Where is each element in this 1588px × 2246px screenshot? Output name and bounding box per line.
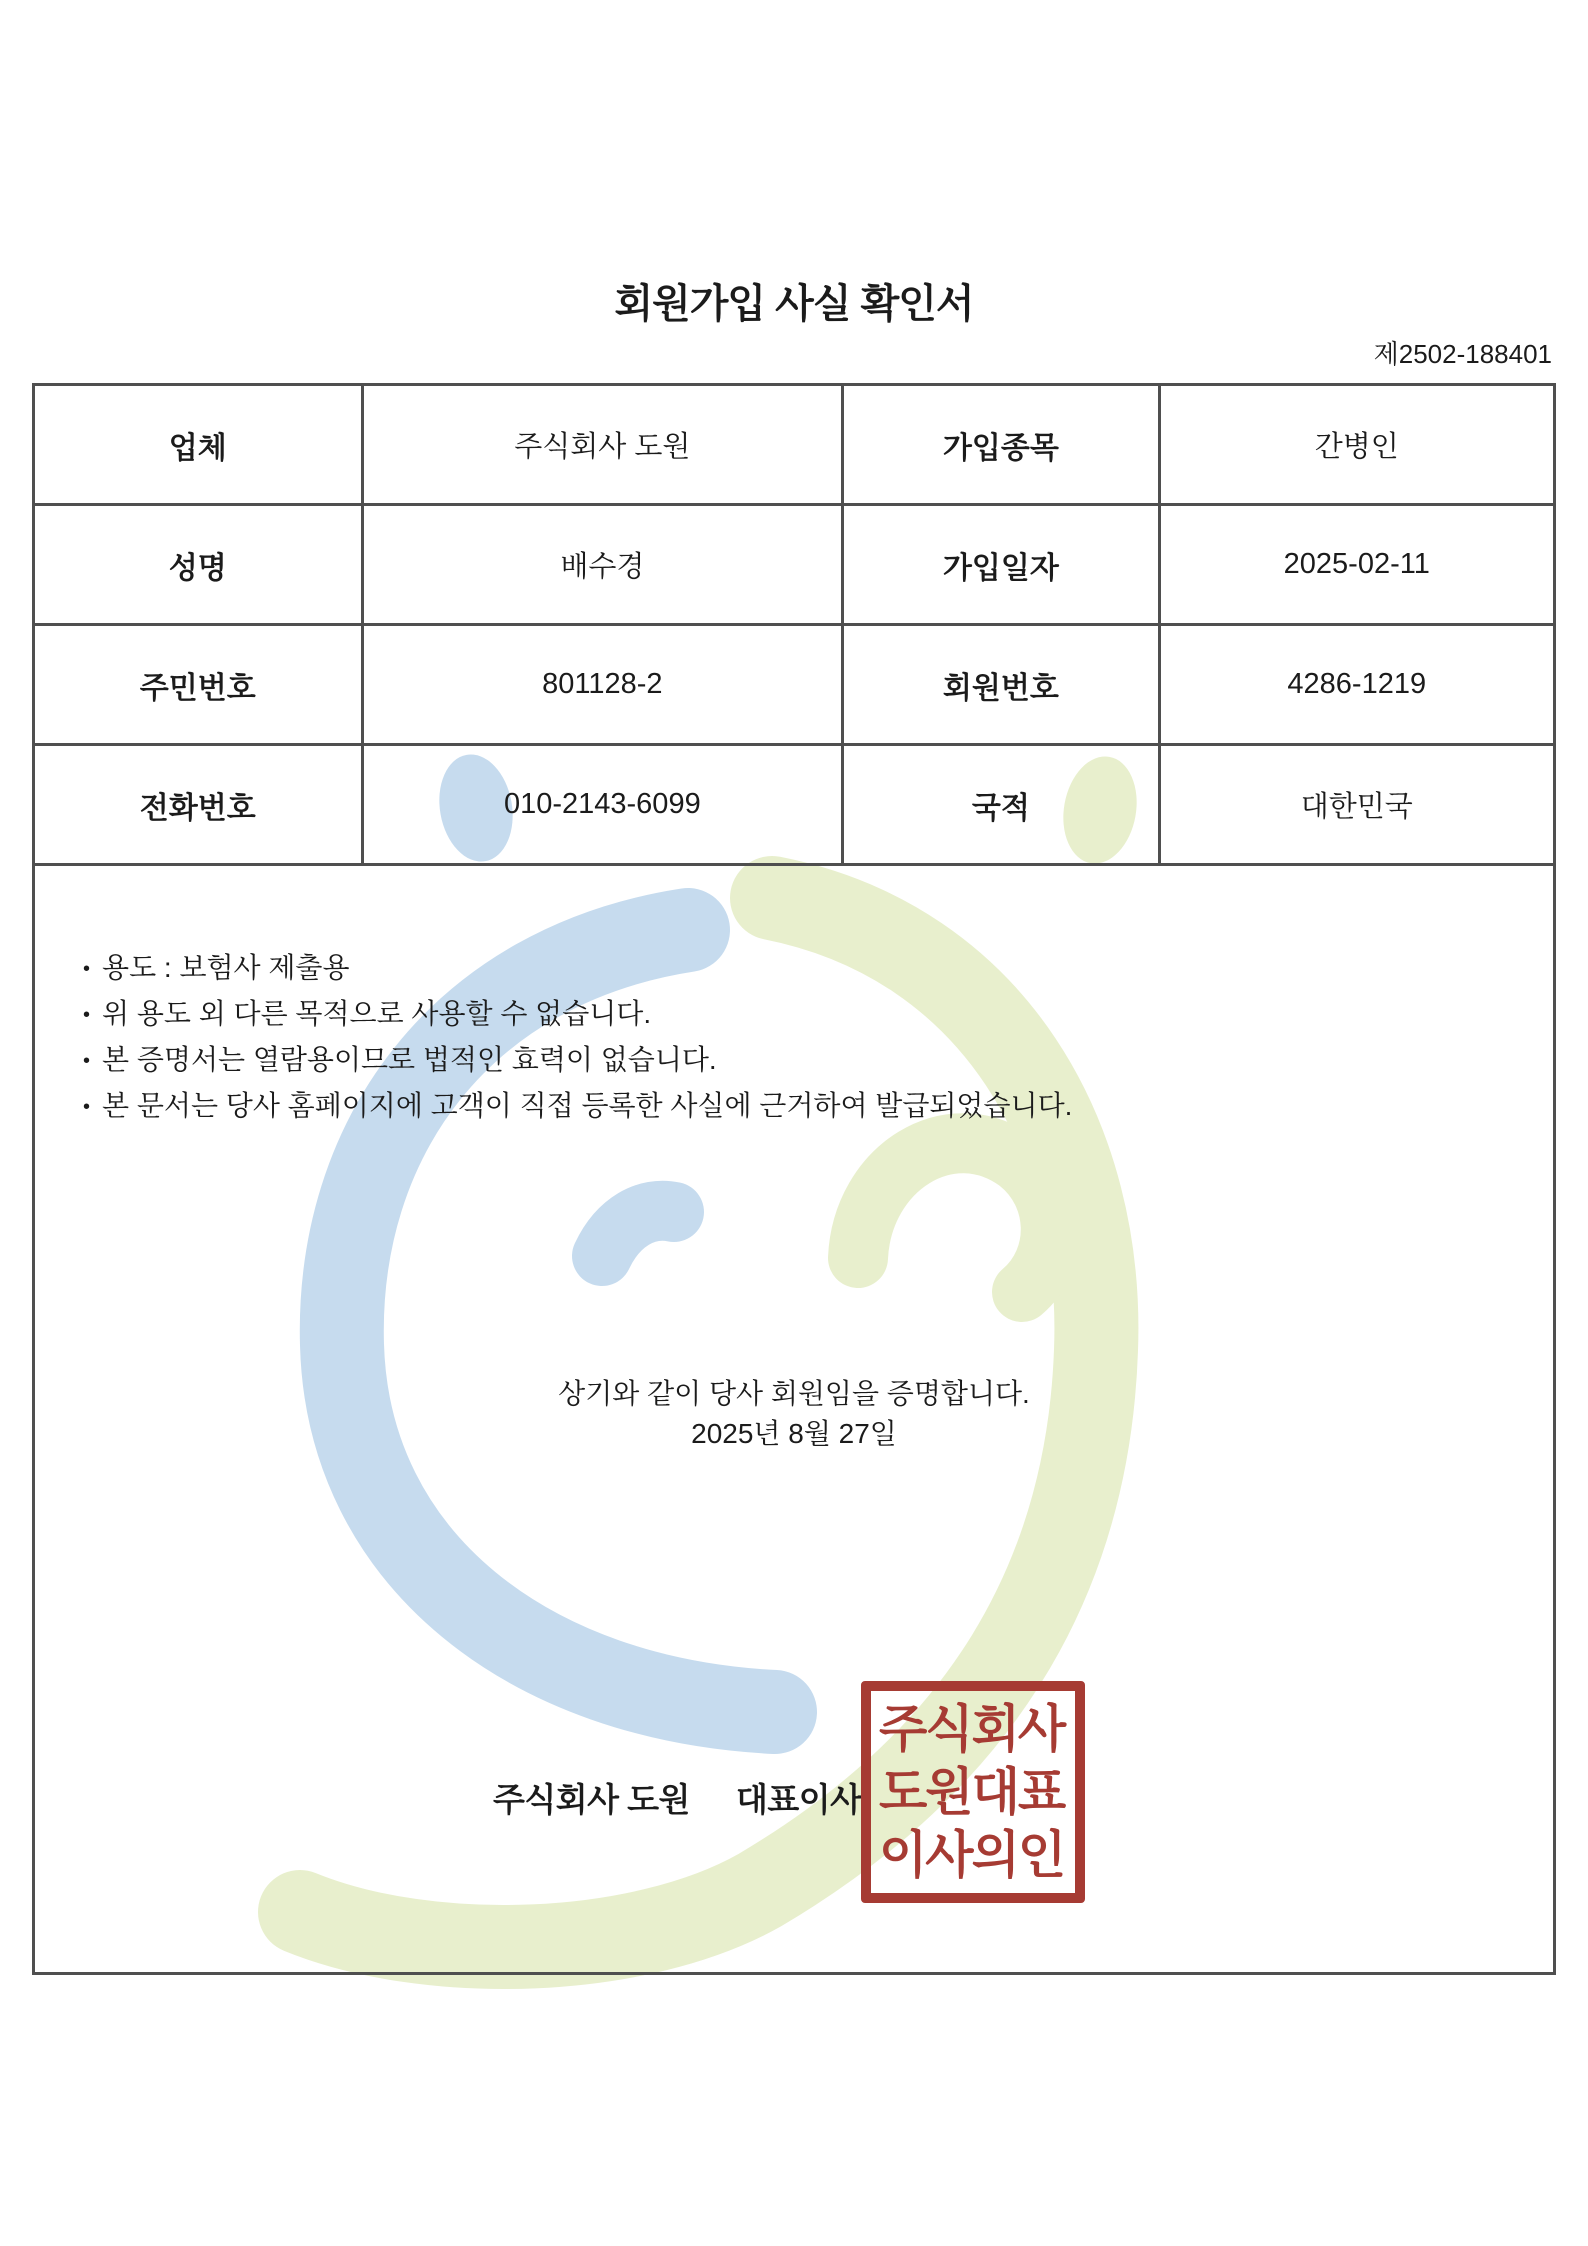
statement-line-2: 2025년 8월 27일: [691, 1418, 897, 1449]
seal-text-row: 이사의인: [879, 1826, 1065, 1884]
note-item: [83, 1090, 1513, 1122]
cell-company-label: 업체: [34, 385, 363, 505]
table-row: [34, 625, 1555, 745]
bullet-dot-icon: •: [83, 958, 91, 980]
cell-company-value: 주식회사 도원: [362, 385, 843, 505]
notes-list: [35, 866, 1553, 1122]
table-row: [34, 505, 1555, 625]
certification-statement: [35, 1374, 1553, 1454]
notes-box: [32, 863, 1556, 1975]
cell-name-label: 성명: [34, 505, 363, 625]
signature-line: [493, 1774, 861, 1821]
statement-line-1: 상기와 같이 당사 회원임을 증명합니다.: [558, 1378, 1030, 1409]
cell-phone-value: 010-2143-6099: [362, 745, 843, 865]
doc-number: 제2502-188401: [1373, 339, 1552, 369]
signature-role: 대표이사: [735, 1781, 862, 1818]
cell-memberno-label: 회원번호: [843, 625, 1159, 745]
bullet-dot-icon: •: [83, 1096, 91, 1118]
note-item: [83, 952, 1513, 984]
cell-name-value: 배수경: [362, 505, 843, 625]
signature-company: 주식회사 도원: [493, 1781, 690, 1818]
note-text: 용도 : 보험사 제출용: [102, 952, 350, 983]
note-item: [83, 1044, 1513, 1076]
cell-joindate-value: 2025-02-11: [1159, 505, 1554, 625]
member-info-table: [32, 383, 1556, 866]
bullet-dot-icon: •: [83, 1004, 91, 1026]
company-seal-stamp: [861, 1681, 1085, 1903]
note-text: 위 용도 외 다른 목적으로 사용할 수 없습니다.: [102, 998, 652, 1029]
table-row: [34, 745, 1555, 865]
cell-joindate-label: 가입일자: [843, 505, 1159, 625]
seal-text-row: 도원대표: [879, 1763, 1065, 1821]
cell-phone-label: 전화번호: [34, 745, 363, 865]
note-text: 본 증명서는 열람용이므로 법적인 효력이 없습니다.: [102, 1044, 717, 1075]
cell-residentno-label: 주민번호: [34, 625, 363, 745]
note-text: 본 문서는 당사 홈페이지에 고객이 직접 등록한 사실에 근거하여 발급되었습니다.: [102, 1090, 1073, 1121]
seal-text-row: 주식회사: [879, 1700, 1065, 1758]
cell-category-value: 간병인: [1159, 385, 1554, 505]
bullet-dot-icon: •: [83, 1050, 91, 1072]
cell-category-label: 가입종목: [843, 385, 1159, 505]
note-item: [83, 998, 1513, 1030]
page-title: 회원가입 사실 확인서: [614, 282, 974, 326]
cell-residentno-value: 801128-2: [362, 625, 843, 745]
cell-nationality-value: 대한민국: [1159, 745, 1554, 865]
cell-memberno-value: 4286-1219: [1159, 625, 1554, 745]
cell-nationality-label: 국적: [843, 745, 1159, 865]
table-row: [34, 385, 1555, 505]
